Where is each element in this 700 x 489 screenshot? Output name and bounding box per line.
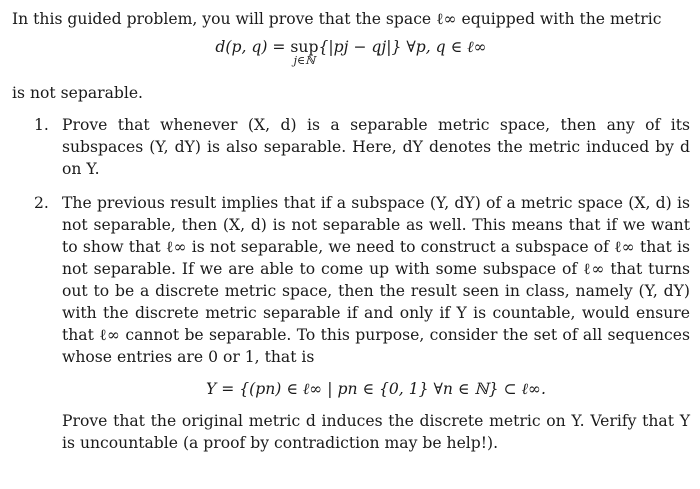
list-item [34,192,690,454]
not-separable-text: is not separable. [12,84,144,102]
item-text: Prove that whenever (X, d) is a separable metric space, then any of its subspaces (Y, dY) is also separable. Here, dY denotes the metric induced by d on Y. [62,116,690,178]
metric-lhs: d(p, q) = [215,38,291,56]
metric-equation [12,36,690,76]
sup-label: sup [290,38,319,56]
item-number: 1. [34,116,49,134]
metric-rhs: {|pj − qj|} ∀p, q ∈ ℓ∞ [318,38,487,56]
set-equation: Y = {(pn) ∈ ℓ∞ | pn ∈ {0, 1} ∀n ∈ ℕ} ⊂ ℓ∞. [205,380,547,398]
intro-text: In this guided problem, you will prove that the space ℓ∞ equipped with the metric [12,10,662,28]
closing-text: Prove that the original metric d induces the discrete metric on Y. Verify that Y is uncountable (a proof by contradiction may be help!). [62,412,690,452]
sup-operator [290,36,319,67]
metric-formula [215,36,487,67]
item-text: The previous result implies that if a subspace (Y, dY) of a metric space (X, d) is not separable, then (X, d) is not separable as well. This means that if we want to show that ℓ∞ is not separable, we need to construct a subspace of ℓ∞ that is not separable. If we are able to come up with some subspace of ℓ∞ that turns out to be a discrete metric space, then the result seen in class, namely (Y, dY) with the discrete metric separable if and only if Y is countable, would ensure that ℓ∞ cannot be separable. To this purpose, consider the set of all sequences whose entries are 0 or 1, that is [62,194,690,366]
sup-subscript: j∈ℕ [293,54,316,67]
item-number: 2. [34,194,49,212]
problem-list [12,114,690,454]
list-item [34,114,690,180]
